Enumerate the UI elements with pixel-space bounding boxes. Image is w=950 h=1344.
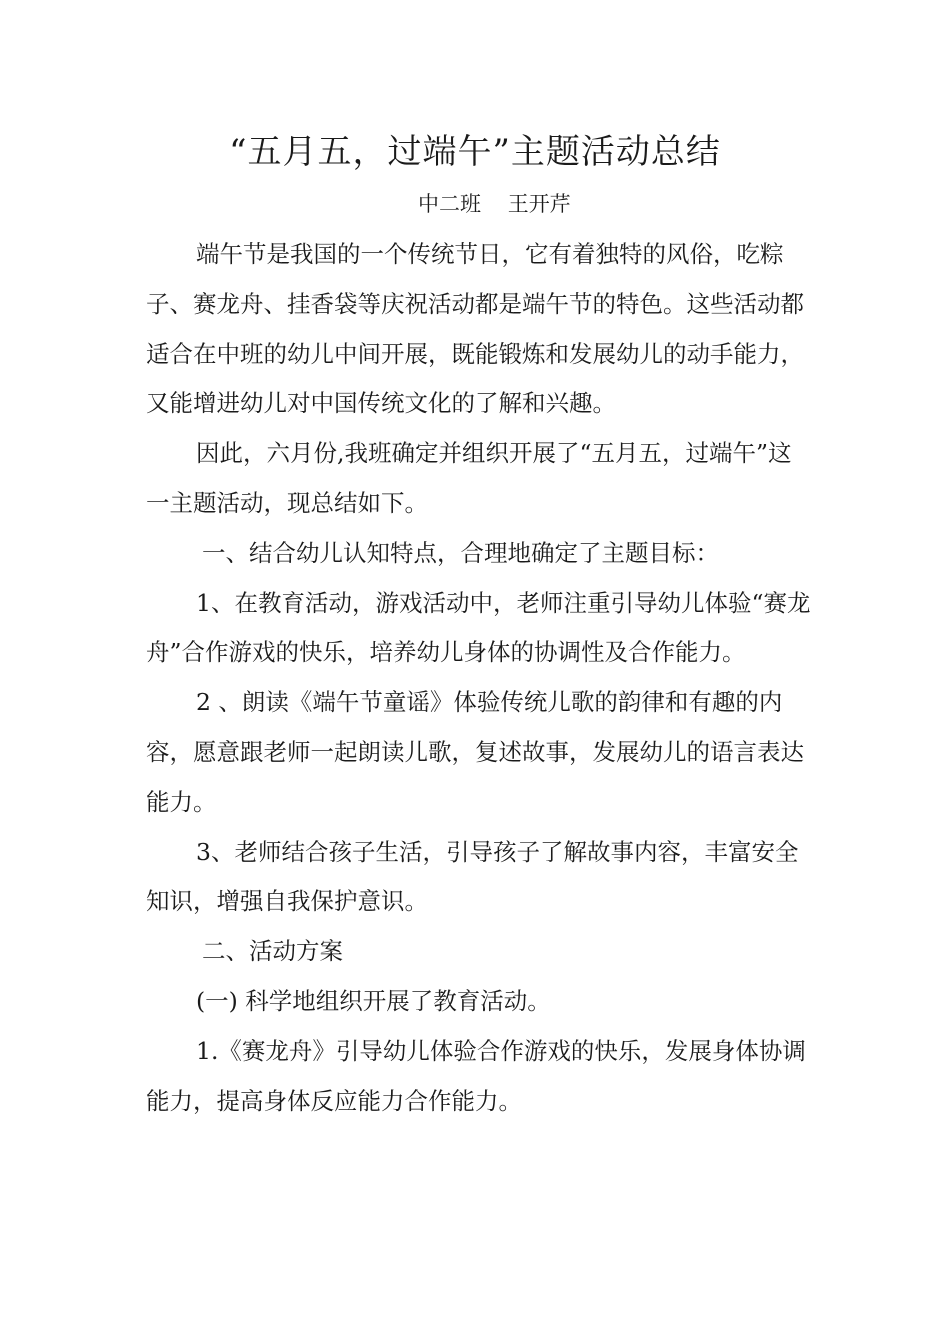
section-heading-2: 二、活动方案	[202, 937, 343, 966]
subsection-heading-1: (一) 科学地组织开展了教育活动。	[196, 986, 551, 1015]
document-title: “五月五，过端午”主题活动总结	[229, 132, 721, 172]
paragraph-goal-3: 3、老师结合孩子生活，引导孩子了解故事内容，丰富安全知识，增强自我保护意识。	[146, 837, 799, 916]
paragraph-goal-1: 1、在教育活动，游戏活动中，老师注重引导幼儿体验“赛龙舟”合作游戏的快乐，培养幼儿身体的协调性及合作能力。	[146, 588, 811, 667]
paragraph-activity-1: 1.《赛龙舟》引导幼儿体验合作游戏的快乐，发展身体协调能力，提高身体反应能力合作能力。	[146, 1036, 806, 1115]
section-heading-1: 一、结合幼儿认知特点，合理地确定了主题目标：	[202, 538, 719, 567]
paragraph-goal-2: 2 、朗读《端午节童谣》体验传统儿歌的韵律和有趣的内容，愿意跟老师一起朗读儿歌，复述故事，发展幼儿的语言表达能力。	[146, 688, 804, 816]
paragraph-summary: 因此，六月份,我班确定并组织开展了“五月五，过端午”这一主题活动，现总结如下。	[146, 439, 792, 517]
document-body	[146, 230, 811, 1126]
paragraph-intro: 端午节是我国的一个传统节日，它有着独特的风俗，吃粽子、赛龙舟、挂香袋等庆祝活动都是端午节的特色。这些活动都适合在中班的幼儿中间开展，既能锻炼和发展幼儿的动手能力，又能增进幼儿对中国传统文化的了解和兴趣。	[146, 240, 804, 418]
document-subtitle: 中二班 王开芹	[418, 192, 571, 216]
